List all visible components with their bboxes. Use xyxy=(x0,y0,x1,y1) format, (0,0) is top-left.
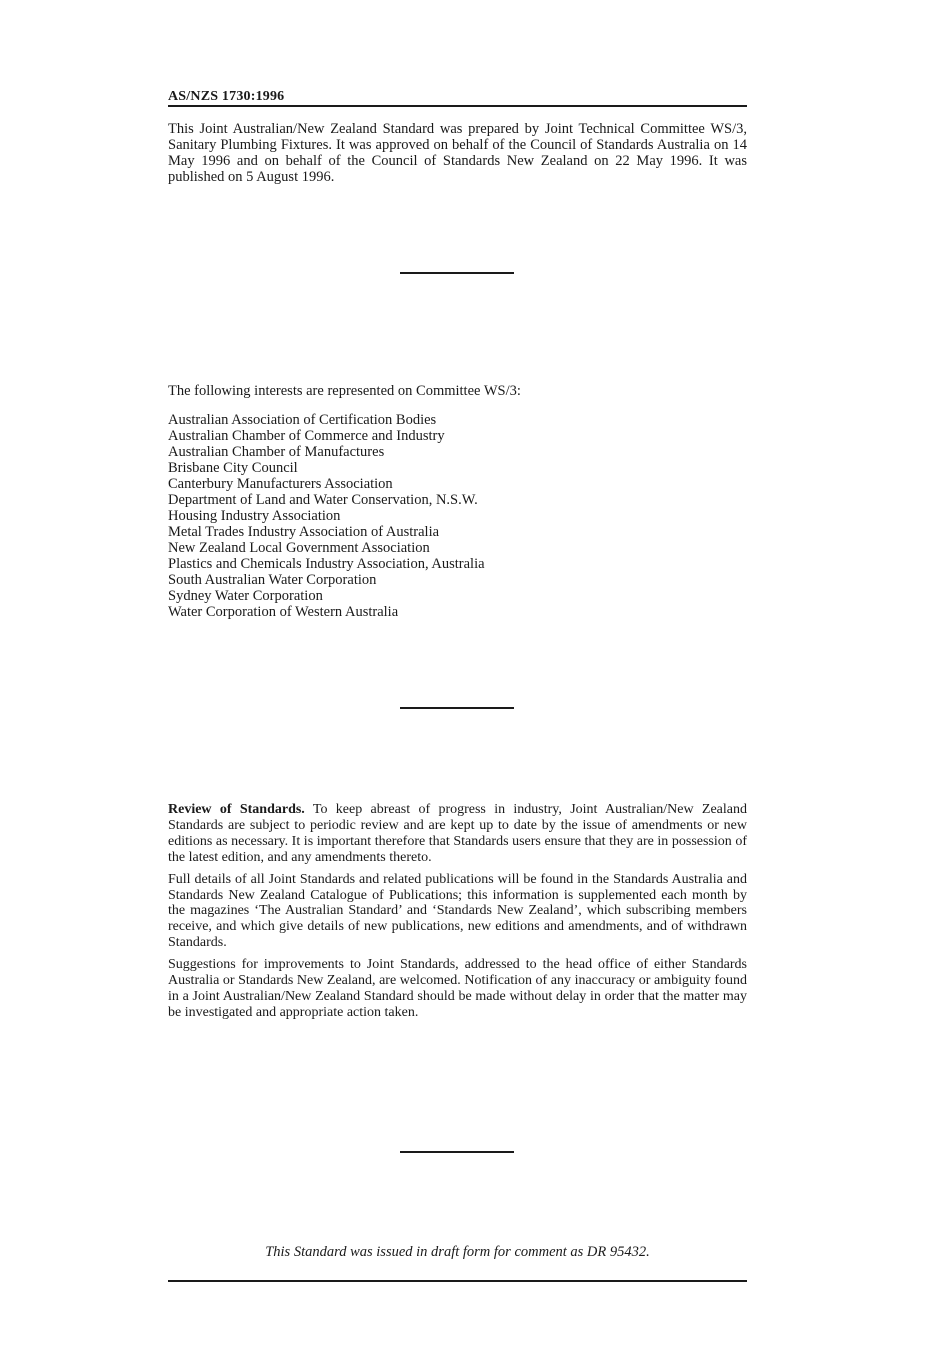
committee-member: Water Corporation of Western Australia xyxy=(168,604,399,620)
committee-member: Housing Industry Association xyxy=(168,508,341,524)
review-section xyxy=(168,802,747,1027)
committee-member: New Zealand Local Government Association xyxy=(168,540,430,556)
committee-member: Plastics and Chemicals Industry Association, Australia xyxy=(168,556,485,572)
committee-intro: The following interests are represented on Committee WS/3: xyxy=(168,383,521,399)
header-rule xyxy=(168,105,747,107)
standard-number: AS/NZS 1730:1996 xyxy=(168,89,285,104)
section-divider-2 xyxy=(400,707,514,709)
committee-member: Australian Chamber of Commerce and Industry xyxy=(168,428,445,444)
committee-member: Sydney Water Corporation xyxy=(168,588,323,604)
section-divider-1 xyxy=(400,272,514,274)
committee-member: Metal Trades Industry Association of Australia xyxy=(168,524,440,540)
committee-member: Brisbane City Council xyxy=(168,460,298,476)
committee-member: Canterbury Manufacturers Association xyxy=(168,476,393,492)
review-paragraph-1 xyxy=(168,802,747,866)
review-paragraph-2: Full details of all Joint Standards and related publications will be found in the Standards Australia and Standards New Zealand Catalogue of Publications; this information is supplemented each month by the magazines ‘The Australian Standard’ and ‘Standards New Zealand’, which subscribing members receive, and which give details of new publications, new editions and amendments, and of withdrawn Standards. xyxy=(168,871,747,951)
committee-members-list xyxy=(168,412,485,620)
committee-member: Australian Chamber of Manufactures xyxy=(168,444,385,460)
draft-note: This Standard was issued in draft form for comment as DR 95432. xyxy=(265,1244,650,1260)
review-heading: Review of Standards. xyxy=(168,802,305,817)
review-paragraph-3: Suggestions for improvements to Joint Standards, addressed to the head office of either Standards Australia or Standards New Zealand, are welcomed. Notification of any inaccuracy or ambiguity found in a Joint Australian/New Zealand Standard should be made without delay in order that the matter may be investigated and appropriate action taken. xyxy=(168,957,747,1020)
document-page xyxy=(168,0,747,1345)
committee-member: Australian Association of Certification Bodies xyxy=(168,412,437,428)
committee-member: Department of Land and Water Conservation, N.S.W. xyxy=(168,492,478,508)
preparation-paragraph: This Joint Australian/New Zealand Standard was prepared by Joint Technical Committee WS/3, Sanitary Plumbing Fixtures. It was approved on behalf of the Council of Standards Australia on 14 May 1996 and on behalf of the Council of Standards New Zealand on 22 May 1996. It was published on 5 August 1996. xyxy=(168,121,747,185)
footer-rule xyxy=(168,1280,747,1282)
section-divider-3 xyxy=(400,1151,514,1153)
committee-member: South Australian Water Corporation xyxy=(168,572,377,588)
review-paragraph-1-text: To keep abreast of progress in industry, Joint Australian/New Zealand Standards are subject to periodic review and are kept up to date by the issue of amendments or new editions as necessary. It is important therefore that Standards users ensure that they are in possession of the latest edition, and any amendments thereto. xyxy=(168,802,748,865)
